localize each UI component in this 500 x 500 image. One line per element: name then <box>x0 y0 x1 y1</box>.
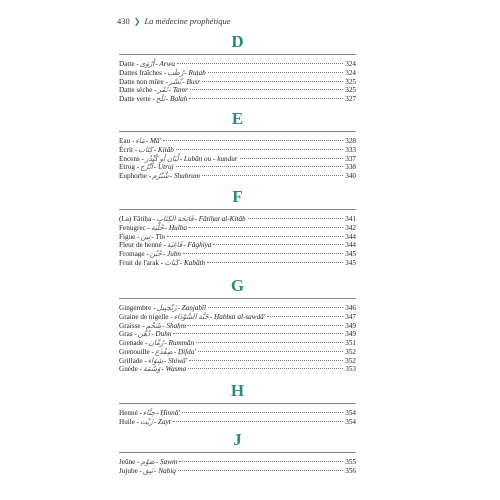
entry-page-number: 344 <box>345 232 356 241</box>
entry-page-number: 349 <box>345 321 356 330</box>
entry-transliteration: - Busr <box>182 77 201 86</box>
index-entry <box>119 418 356 427</box>
index-section-e <box>119 109 356 181</box>
dot-leader <box>208 307 343 308</box>
entry-transliteration: - Lubān ou - kundur <box>179 154 238 163</box>
entry-page-number: 340 <box>345 172 356 180</box>
index-entry <box>119 233 356 242</box>
dot-leader <box>208 72 344 73</box>
dot-leader <box>189 360 343 361</box>
entry-arabic: شَحْم <box>145 321 162 330</box>
entry-arabic: زَيْت <box>140 417 153 426</box>
entry-transliteration: - Ṣawm <box>155 458 178 466</box>
dot-leader <box>207 262 343 263</box>
entry-arabic: وَسْمَة <box>142 365 161 374</box>
entry-arabic: رُمَّان <box>148 339 164 347</box>
entry-page-number: 347 <box>345 312 356 321</box>
dot-leader <box>198 351 343 352</box>
index-entry <box>119 467 356 476</box>
entry-term: Datte - <box>119 60 139 68</box>
entry-page-number: 344 <box>345 241 356 250</box>
index-entry <box>119 348 356 357</box>
entry-arabic: كِتَاب <box>138 145 153 154</box>
entry-transliteration: - Zanjabīl <box>177 304 206 312</box>
entry-arabic: جُبْن <box>149 250 162 258</box>
dot-leader <box>267 316 343 317</box>
index-entry <box>119 224 356 233</box>
entry-page-number: 355 <box>345 458 356 466</box>
entry-term: Grenade - <box>119 339 148 347</box>
running-header <box>117 16 231 26</box>
index-entry <box>119 155 356 164</box>
entry-term: Huile - <box>119 417 140 426</box>
dot-leader <box>188 368 343 369</box>
page-number: 430 <box>117 16 130 26</box>
index-entry <box>119 458 356 467</box>
entry-transliteration: - Arwa <box>155 60 175 68</box>
entry-transliteration: - Jubn <box>162 250 182 258</box>
index-entry <box>119 357 356 366</box>
entry-arabic: تَمْر <box>157 86 168 95</box>
entry-arabic: نَبِق <box>142 466 154 475</box>
index-section-d <box>119 32 356 104</box>
section-divider <box>119 54 356 55</box>
section-divider <box>119 131 356 132</box>
entry-term: Euphorbe - <box>119 172 152 180</box>
entry-page-number: 342 <box>345 223 356 232</box>
index-entry <box>119 241 356 250</box>
index-entry <box>119 330 356 339</box>
entry-page-number: 345 <box>345 250 356 258</box>
entry-arabic: فَاغِيَة <box>166 241 183 250</box>
section-divider <box>119 452 356 453</box>
entry-arabic: بَلَح <box>155 95 165 103</box>
entry-transliteration: - Ruṭab <box>184 68 206 77</box>
index-entry <box>119 259 356 268</box>
entry-arabic: حَبَّة السَّوْدَاء <box>173 312 209 321</box>
entry-term: Henné - <box>119 409 142 417</box>
entry-page-number: 324 <box>345 68 356 77</box>
book-title: La médecine prophétique <box>144 16 231 26</box>
dot-leader <box>183 253 343 254</box>
section-letter: J <box>233 430 242 449</box>
entry-transliteration: - Wasma <box>161 365 187 374</box>
dot-leader <box>189 98 343 99</box>
entry-arabic: فَاتِحَة الكِتَاب <box>156 215 194 223</box>
entry-term: Fromage - <box>119 250 149 258</box>
entry-page-number: 351 <box>345 339 356 347</box>
index-entry <box>119 95 356 104</box>
entry-arabic: بُسْر <box>168 77 182 86</box>
entry-term: Grenouille - <box>119 347 154 356</box>
entry-transliteration: - Kabāth <box>179 258 206 267</box>
entry-transliteration: - Tīn <box>151 232 165 241</box>
entry-page-number: 328 <box>345 137 356 145</box>
entry-page-number: 325 <box>345 86 356 95</box>
dot-leader <box>179 461 343 462</box>
section-letter: D <box>231 32 244 51</box>
index-section-h <box>119 381 356 427</box>
dot-leader <box>248 218 344 219</box>
entry-arabic: أُتْرُج <box>140 163 153 172</box>
entry-page-number: 341 <box>345 215 356 223</box>
section-divider <box>119 403 356 404</box>
entry-transliteration: - Duhn <box>151 330 172 339</box>
entry-page-number: 325 <box>345 77 356 86</box>
dot-leader <box>188 325 343 326</box>
dot-leader <box>240 158 344 159</box>
dot-leader <box>202 175 343 176</box>
dot-leader <box>167 236 343 237</box>
index-entry <box>119 172 356 181</box>
entry-arabic: زَنْجَبِيل <box>156 304 177 312</box>
index-section-f <box>119 187 356 268</box>
entry-term: Dattes fraîches - <box>119 68 167 77</box>
entry-transliteration: - Balaḥ <box>165 95 188 103</box>
dot-leader <box>190 89 343 90</box>
entry-term: Datte sèche - <box>119 86 157 95</box>
index-entry <box>119 322 356 331</box>
section-letter: E <box>231 109 244 128</box>
dot-leader <box>213 244 343 245</box>
entry-term: (La) Fātiḥa - <box>119 215 156 223</box>
dot-leader <box>182 412 343 413</box>
entry-term: Eau - <box>119 137 135 145</box>
entry-term: Guède - <box>119 365 142 374</box>
entry-arabic: كَبَاث <box>164 258 179 267</box>
entry-term: Graisse - <box>119 321 145 330</box>
dot-leader <box>176 149 343 150</box>
entry-page-number: 333 <box>345 145 356 154</box>
entry-arabic: دُهْن <box>137 330 151 339</box>
index-entry <box>119 409 356 418</box>
chevron-right-icon: ❯ <box>133 16 141 26</box>
index-entry <box>119 69 356 78</box>
entry-term: Figue - <box>119 232 140 241</box>
entry-term: Écrit - <box>119 145 138 154</box>
index-entry <box>119 78 356 87</box>
index-section-j <box>119 430 356 476</box>
entry-page-number: 337 <box>345 154 356 163</box>
entry-transliteration: - Shiwā' <box>163 356 188 365</box>
entry-term: Jujube - <box>119 466 142 475</box>
entry-term: Encens - <box>119 154 144 163</box>
entry-page-number: 324 <box>345 60 356 68</box>
entry-arabic: مَاء <box>135 137 145 145</box>
entry-page-number: 356 <box>345 466 356 475</box>
entry-transliteration: - Rummān <box>164 339 195 347</box>
entry-page-number: 354 <box>345 409 356 417</box>
section-letter: F <box>232 187 243 206</box>
entry-transliteration: - Mā' <box>145 137 162 145</box>
index-entry <box>119 365 356 374</box>
entry-term: Etrog - <box>119 163 140 172</box>
entry-page-number: 352 <box>345 356 356 365</box>
dot-leader <box>163 140 343 141</box>
index-entry <box>119 137 356 146</box>
entry-term: Datte verte - <box>119 95 155 103</box>
entry-arabic: شُبْرُم <box>152 172 169 180</box>
entry-page-number: 327 <box>345 95 356 103</box>
index-entry <box>119 250 356 259</box>
dot-leader <box>196 342 343 343</box>
entry-term: Jeûne - <box>119 458 140 466</box>
entry-transliteration: - Fāghiya <box>183 241 212 250</box>
entry-page-number: 346 <box>345 304 356 312</box>
entry-arabic: حُلْبَة <box>150 223 164 232</box>
section-letter: G <box>230 276 245 295</box>
entry-transliteration: - Nabiq <box>154 466 176 475</box>
entry-arabic: تِين <box>140 232 151 241</box>
dot-leader <box>173 333 343 334</box>
entry-arabic: أَرْوَى <box>139 60 155 68</box>
entry-page-number: 345 <box>345 258 356 267</box>
entry-page-number: 349 <box>345 330 356 339</box>
entry-transliteration: - Ḍifda' <box>173 347 196 356</box>
dot-leader <box>178 470 343 471</box>
dot-leader <box>202 81 343 82</box>
entry-term: Gingembre - <box>119 304 156 312</box>
entry-term: Fruit de l'arak - <box>119 258 164 267</box>
index-entry <box>119 146 356 155</box>
entry-term: Graine de nigelle - <box>119 312 173 321</box>
entry-arabic: لُبَان أو كُنْدُر <box>144 154 179 163</box>
index-entry <box>119 304 356 313</box>
index-entry <box>119 339 356 348</box>
entry-transliteration: - Utruj <box>153 163 174 172</box>
dot-leader <box>173 421 344 422</box>
index-entry <box>119 163 356 172</box>
entry-arabic: حِنَّاء <box>142 409 156 417</box>
index-section-g <box>119 276 356 374</box>
entry-transliteration: - Ḥulba <box>164 223 187 232</box>
entry-page-number: 354 <box>345 417 356 426</box>
entry-term: Fenugrec - <box>119 223 150 232</box>
section-letter: H <box>230 381 245 400</box>
entry-transliteration: - Fātiḥat al-Kitāb <box>194 215 246 223</box>
entry-arabic: ضِفْدَع <box>154 347 173 356</box>
entry-arabic: شِوَاء <box>147 356 163 365</box>
dot-leader <box>177 63 343 64</box>
entry-transliteration: - Tamr <box>168 86 188 95</box>
index-entry <box>119 60 356 69</box>
index-entry <box>119 86 356 95</box>
entry-term: Fleur de henné - <box>119 241 166 250</box>
entry-transliteration: - Ḥinnā' <box>156 409 180 417</box>
index-entry <box>119 215 356 224</box>
entry-term: Grillade - <box>119 356 147 365</box>
dot-leader <box>189 227 343 228</box>
entry-transliteration: - Kitāb <box>153 145 174 154</box>
entry-term: Gras - <box>119 330 137 339</box>
entry-transliteration: - Ḥabbat al-sawdā' <box>209 312 266 321</box>
entry-transliteration: - Zayt <box>153 417 171 426</box>
entry-term: Datte non mûre - <box>119 77 168 86</box>
entry-transliteration: - Shaḥm <box>162 321 186 330</box>
entry-arabic: صَوْم <box>140 458 155 466</box>
index-entry <box>119 313 356 322</box>
entry-page-number: 352 <box>345 347 356 356</box>
entry-arabic: رُطَب <box>167 68 184 77</box>
entry-page-number: 353 <box>345 365 356 374</box>
entry-page-number: 338 <box>345 163 356 172</box>
section-divider <box>119 209 356 210</box>
entry-transliteration: - Shubrum <box>169 172 200 180</box>
section-divider <box>119 298 356 299</box>
dot-leader <box>176 166 344 167</box>
